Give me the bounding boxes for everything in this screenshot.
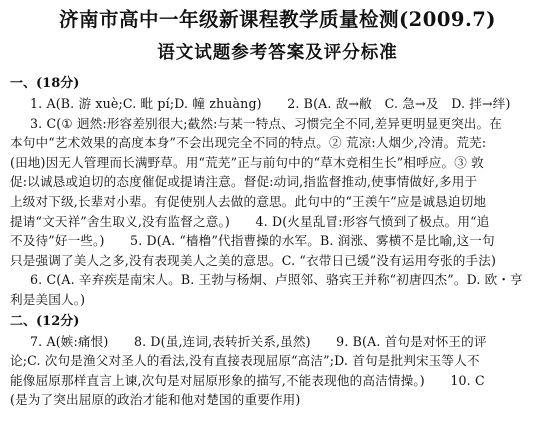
section-heading: 一、(18分) <box>10 76 80 91</box>
section-body <box>10 94 545 310</box>
text-line: 3. C(① 迥然:形容差别很大;截然:与某一特点、习惯完全不同,差异更明显更突出。在 <box>30 115 503 131</box>
text-line: 论;C. 次句是渔父对圣人的看法,没有直接表现屈原“高洁”;D. 首句是批判宋玉等人不 <box>10 353 480 369</box>
text-line: (是为了突出屈原的政治才能和他对楚国的重要作用) <box>10 392 301 408</box>
section-heading: 二、(12分) <box>10 313 80 329</box>
text-line: (田地)因无人管理而长满野草。用“荒芜”正与前句中的“草木竞相生长”相呼应。③ 敦 <box>10 154 484 170</box>
page-subtitle: 语文试题参考答案及评分标准 <box>157 43 398 63</box>
section-two <box>10 312 545 410</box>
section-one <box>10 74 545 310</box>
text-line: 提请“文天祥”舍生取义,没有监督之意。) 4. D(火星乱冒:形容气愤到了极点。用“追 <box>10 213 490 229</box>
text-line: 利是美国人。) <box>10 291 86 307</box>
section-body <box>10 332 545 410</box>
text-line: 只是强调了美人之多,没有表现美人之美的意思。C. “衣带日已缓”没有运用夸张的手法) <box>10 252 497 268</box>
text-line: 促:以诚恳或迫切的态度催促或提请注意。督促:动词,指监督推动,使事情做好,多用于 <box>10 174 478 190</box>
text-line: 能像屈原那样直言上谏,次句是对屈原形象的描写,不能表现他的高洁情操。) 10. C <box>10 372 485 388</box>
text-line: 1. A(B. 游 xuè;C. 毗 pí;D. 幢 zhuàng) 2. B(A. 敌→敝 C. 急→及 D. 拌→绊) <box>30 96 511 111</box>
text-line: 不及待”好一些。) 5. D(A. “樯橹”代指曹操的水军。B. 润涨、雾横不是比喻,这一句 <box>10 233 495 249</box>
text-line: 7. A(嫉:痛恨) 8. D(虽,连词,表转折关系,虽然) 9. B(A. 首句是对怀王的评 <box>30 333 487 349</box>
text-line: 本句中“艺术效果的高度本身”不会出现完全不同的特点。② 荒凉:人烟少,冷清。荒芜: <box>10 135 487 151</box>
text-line: 6. C(A. 辛弃疾是南宋人。B. 王勃与杨炯、卢照邻、骆宾王并称“初唐四杰”。D. 欧・亨 <box>30 272 523 288</box>
page-title: 济南市高中一年级新课程教学质量检测(2009.7) <box>58 8 497 31</box>
text-line: 上级对下级,长辈对小辈。有促使别人去做的意思。此句中的“王羡午”应是诚恳迫切地 <box>10 193 487 209</box>
